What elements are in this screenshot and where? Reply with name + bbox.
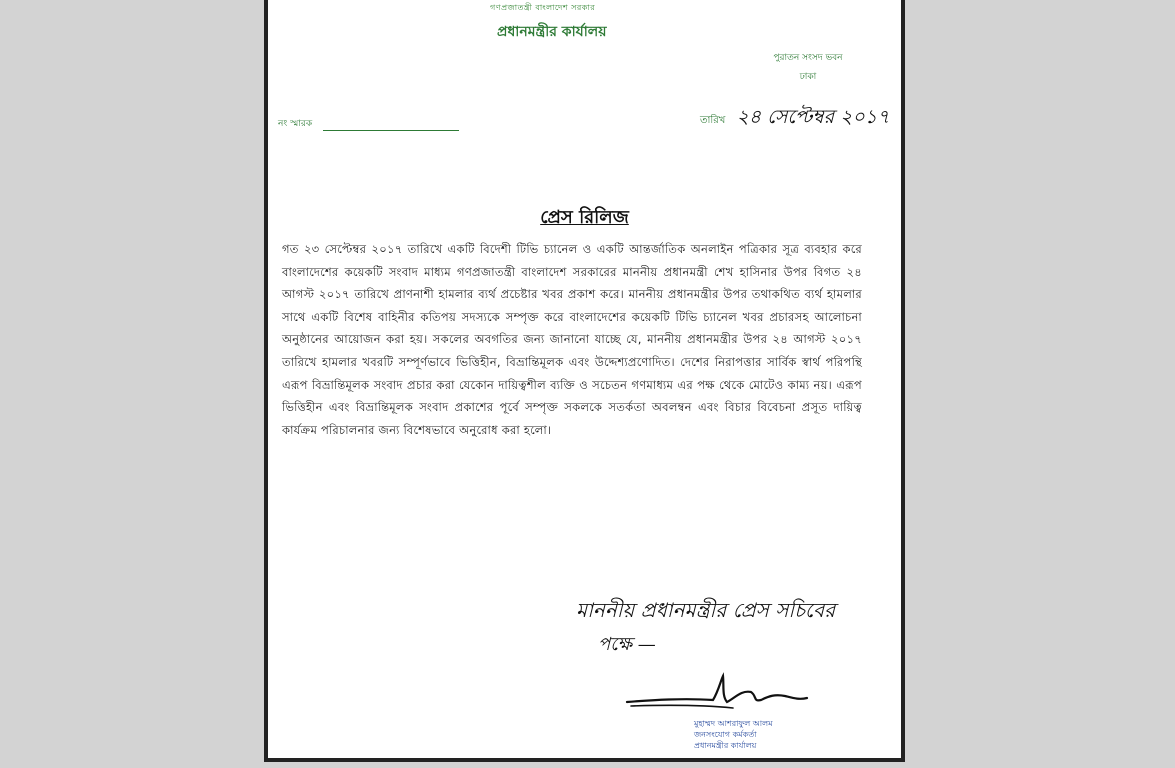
signoff-line-2: পক্ষে — (598, 634, 656, 655)
letterhead-address (738, 49, 878, 87)
letterhead-office-title: প্রধানমন্ত্রীর কার্যালয় (497, 24, 607, 40)
signatory-name: মুহাম্মদ আশরাফুল আলম (694, 719, 773, 728)
signatory-block (694, 718, 773, 751)
signoff-line-1: মাননীয় প্রধানমন্ত্রীর প্রেস সচিবের (576, 598, 836, 622)
memo-blank-line (323, 120, 459, 131)
letterhead-government: গণপ্রজাতন্ত্রী বাংলাদেশ সরকার (490, 3, 596, 12)
press-release-document (264, 0, 905, 762)
signatory-office: প্রধানমন্ত্রীর কার্যালয় (694, 741, 757, 750)
memo-label: নং স্মারক (278, 119, 313, 129)
handwritten-signature (623, 672, 813, 718)
address-line-2: ঢাকা (799, 72, 817, 82)
body-paragraph: গত ২৩ সেপ্টেম্বর ২০১৭ তারিখে একটি বিদেশী টিভি চ্যানেল ও একটি আন্তর্জাতিক অনলাইন পত্রিকার সূত্র ব্যবহার করে বাংলাদেশের কয়েকটি সংবাদ মাধ্যম গণপ্রজাতন্ত্রী বাংলাদেশ সরকারের মাননীয় প্রধানমন্ত্রী শেখ হাসিনার উপর বিগত ২৪ আগস্ট ২০১৭ তারিখে প্রাণনাশী হামলার ব্যর্থ প্রচেষ্টার খবর প্রকাশ করে। মাননীয় প্রধানমন্ত্রীর উপর তথাকথিত ব্যর্থ হামলার সাথে একটি বিশেষ বাহিনীর কতিপয় সদস্যকে সম্পৃক্ত করে বাংলাদেশের কয়েকটি টিভি চ্যানেল খবর প্রচারসহ আলোচনা অনুষ্ঠানের আয়োজন করা হয়। সকলের অবগতির জন্য জানানো যাচ্ছে যে, মাননীয় প্রধানমন্ত্রীর উপর ২৪ আগস্ট ২০১৭ তারিখে হামলার খবরটি সম্পূর্ণভাবে ভিত্তিহীন, বিভ্রান্তিমূলক এবং উদ্দেশ্যপ্রণোদিত। দেশের নিরাপত্তার সার্বিক স্বার্থ পরিপন্থি এরূপ বিভ্রান্তিমূলক সংবাদ প্রচার করা যেকোন দায়িত্বশীল ব্যক্তি ও সচেতন গণমাধ্যম এর পক্ষ থেকে মোটেও কাম্য নয়। এরূপ ভিত্তিহীন এবং বিভ্রান্তিমূলক সংবাদ প্রকাশের পূর্বে সম্পৃক্ত সকলকে সতর্কতা অবলম্বন এবং বিচার বিবেচনা প্রসূত দায়িত্ব কার্যক্রম পরিচালনার জন্য বিশেষভাবে অনুরোধ করা হলো। (282, 242, 862, 437)
document-heading (268, 203, 901, 234)
signatory-designation: জনসংযোগ কর্মকর্তা (694, 730, 757, 739)
date-handwritten: ২৪ সেপ্টেম্বর ২০১৭ (736, 106, 890, 128)
address-line-1: পুরাতন সংসদ ভবন (773, 53, 843, 63)
date-label: তারিখ (700, 115, 726, 126)
heading-text: প্রেস রিলিজ (540, 207, 629, 228)
date-row (700, 103, 889, 135)
memo-number (278, 116, 459, 131)
